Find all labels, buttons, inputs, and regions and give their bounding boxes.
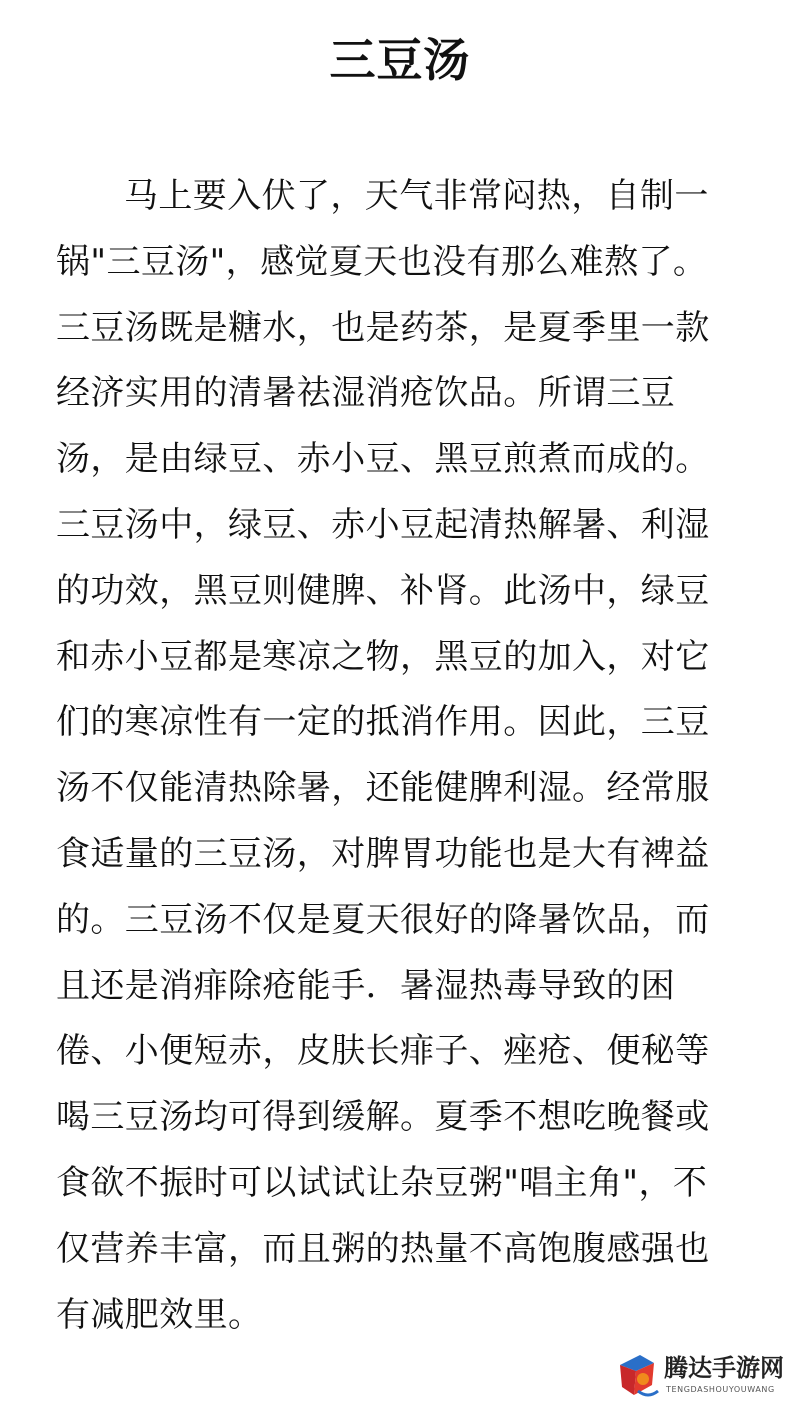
article-line: 经济实用的清暑祛湿消疮饮品。所谓三豆 xyxy=(56,373,676,414)
article-line: 有减肥效里。 xyxy=(56,1294,263,1335)
watermark-name: 腾达手游网 xyxy=(664,1354,784,1382)
watermark-subtitle: TENGDASHOUYOUWANG xyxy=(666,1385,775,1394)
article-line: 汤不仅能清热除暑，还能健脾利湿。经常服 xyxy=(56,768,710,809)
article-line: 喝三豆汤均可得到缓解。夏季不想吃晚餐或 xyxy=(56,1097,710,1138)
article-line: 且还是消痱除疮能手．暑湿热毒导致的困 xyxy=(56,965,676,1006)
article-line: 三豆汤既是糖水，也是药茶，是夏季里一款 xyxy=(56,307,710,348)
article-line: 倦、小便短赤，皮肤长痱子、痤疮、便秘等 xyxy=(56,1031,710,1072)
article-line: 食适量的三豆汤，对脾胃功能也是大有裨益 xyxy=(56,833,710,874)
article-line: 汤，是由绿豆、赤小豆、黑豆煎煮而成的。 xyxy=(56,439,710,480)
article-line: 三豆汤中，绿豆、赤小豆起清热解暑、利湿 xyxy=(56,504,710,545)
tengda-logo-icon xyxy=(614,1351,662,1401)
article-line: 和赤小豆都是寒凉之物，黑豆的加入，对它 xyxy=(56,636,710,677)
article-line: 锅"三豆汤"，感觉夏天也没有那么难熬了。 xyxy=(56,241,708,282)
article-line: 马上要入伏了，天气非常闷热，自制一 xyxy=(124,176,709,216)
article-line: 食欲不振时可以试试让杂豆粥"唱主角"，不 xyxy=(56,1162,708,1203)
article-line: 仅营养丰富，而且粥的热量不高饱腹感强也 xyxy=(56,1228,710,1269)
article-line: 的。三豆汤不仅是夏天很好的降暑饮品，而 xyxy=(56,899,710,940)
article-line: 的功效，黑豆则健脾、补肾。此汤中，绿豆 xyxy=(56,570,710,611)
article-title: 三豆汤 xyxy=(329,33,471,87)
site-watermark xyxy=(612,1349,792,1405)
article-line: 们的寒凉性有一定的抵消作用。因此，三豆 xyxy=(56,702,710,743)
article-body xyxy=(56,164,746,1348)
